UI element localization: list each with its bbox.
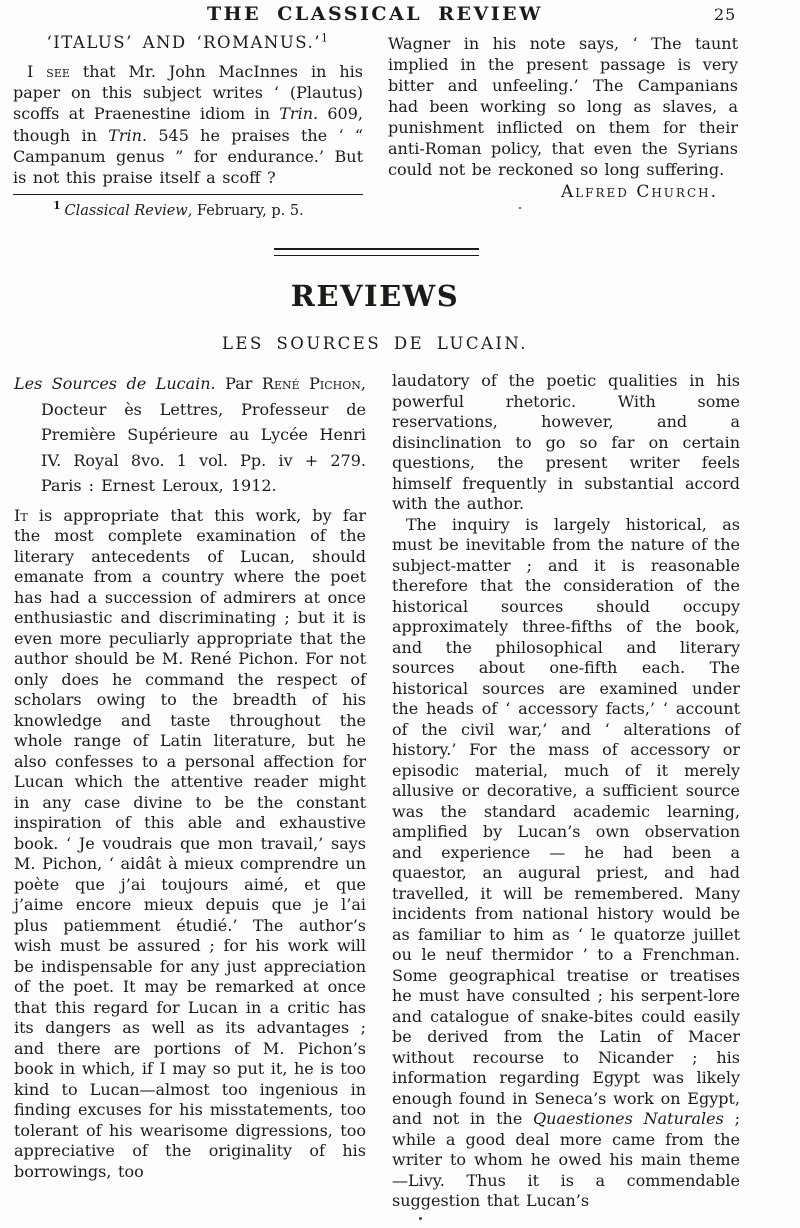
review-left-column [14,371,366,1182]
book-bibliography: Les Sources de Lucain. Par René Pichon, Docteur ès Lettres, Professeur de Première Supérieure au Lycée Henri IV. Royal 8vo. 1 vol. Pp. iv + 279. Paris : Ernest Leroux, 1912. [14,374,366,495]
note-article-left-column [13,32,363,221]
note-article-body: I see that Mr. John MacInnes in his paper on this subject writes ‘ (Plautus) scoffs at Praenestine idiom in Trin. 609, though in Trin. 545 he praises the ‘ “ Campanum genus ” for endurance.’ But is not this praise itself a scoff ? [13,62,364,188]
review-body-right-para1: laudatory of the poetic qualities in his powerful rhetoric. With some reservations, however, and a disinclination to go so far on certain questions, the present writer feels himself frequently in substantial accord with the author. [392,371,740,513]
review-body-right-para2: The inquiry is largely historical, as must be inevitable from the nature of the subject-matter ; and it is reasonable therefore that the consideration of the historical sources should occupy approximately three-fifths of the book, and the philosophical and literary sources about one-fifth each. The historical sources are examined under the heads of ‘ accessory facts,’ ‘ account of the civil war,’ and ‘ alterations of history.’ For the mass of accessory or episodic material, much of it merely allusive or decorative, a sufficient source was the standard academic learning, amplified by Lucan’s own observation and experience — he had been a quaestor, an augural priest, and had travelled, it will be remembered. Many incidents from national history would be as familiar to him as ‘ le quatorze juillet ou le neuf thermidor ’ to a Frenchman. Some geographical treatise or treatises he must have consulted ; his serpent-lore and catalogue of snake-bites could easily be derived from the Latin of Macer without recourse to Nicander ; his information regarding Egypt was likely enough found in Seneca’s work on Egypt, and not in the Quaestiones Naturales ; while a good deal more came from the writer to whom he owed his main theme—Livy. Thus it is a commendable suggestion that Lucan’s [392,514,740,1210]
review-title: LES SOURCES DE LUCAIN. [221,334,529,353]
review-right-column [392,371,740,1212]
scan-speck [419,1217,422,1220]
reviews-section-heading: REVIEWS [290,279,460,313]
footnote: $^1$ Classical Review, February, p. 5. [53,199,304,220]
running-title: THE CLASSICAL REVIEW [207,3,543,25]
section-divider-rule [274,248,479,256]
note-article-title: ‘ITALUS’ AND ‘ROMANUS.’$^1$ [46,31,330,52]
review-body-left: It is appropriate that this work, by far the most complete examination of the literary antecedents of Lucan, should emanate from a country where the poet has had a succession of admirers at once enthusiastic and discriminating ; but it is even more peculiarly appropriate that the author should be M. René Pichon. For not only does he command the respect of scholars owing to the breadth of his knowledge and taste throughout the whole range of Latin literature, but he also confesses to a personal affection for Lucan which the attentive reader might in any case divine to be the constant inspiration of this able and exhaustive book. ‘ Je voudrais que mon travail,’ says M. Pichon, ‘ aidât à mieux comprendre un poète que j’ai toujours aimé, et que j’aime encore mieux depuis que je l’ai plus patiemment étudié.’ The author’s wish must be assured ; for his work will be indispensable for any just appreciation of the poet. It may be remarked at once that this regard for Lucan in a critic has its dangers as well as its advantages ; and there are portions of M. Pichon’s book in which, if I may so put it, he is too kind to Lucan—almost too ingenious in finding excuses for his misstatements, too tolerant of his wearisome digressions, too appreciative of the originality of his borrowings, too [14,505,366,1181]
page-number: 25 [714,5,737,24]
scan-speck [519,207,521,209]
footnote-rule [13,194,363,195]
note-article-right-column [388,33,738,202]
note-article-continuation: Wagner in his note says, ‘ The taunt implied in the present passage is very bitter and unfeeling.’ The Campanians had been working so long as slaves, a punishment inflicted on them for their anti-Roman policy, that even the Syrians could not be reckoned so long suffering. [388,34,738,179]
author-signature: Alfred Church. [560,182,718,202]
